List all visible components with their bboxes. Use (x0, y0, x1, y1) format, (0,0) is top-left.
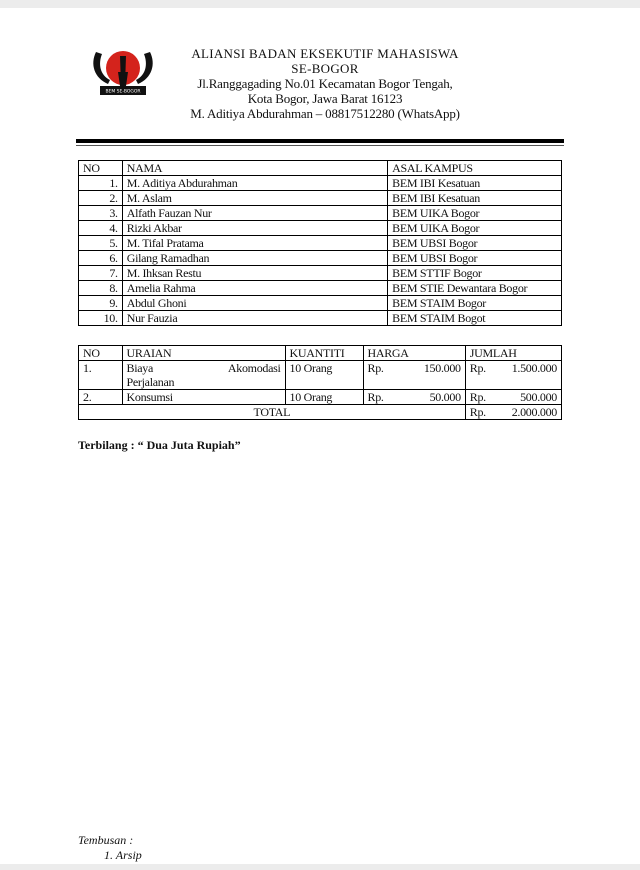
org-name-line1: ALIANSI BADAN EKSEKUTIF MAHASISWA (191, 46, 459, 61)
letterhead-rule-thick (76, 139, 564, 143)
row-nama: Alfath Fauzan Nur (122, 206, 387, 221)
row-no: 8. (79, 281, 123, 296)
col-header-uraian: URAIAN (122, 346, 285, 361)
row-nama: Nur Fauzia (122, 311, 387, 326)
row-no: 4. (79, 221, 123, 236)
row-no: 9. (79, 296, 123, 311)
row-nama: Amelia Rahma (122, 281, 387, 296)
col-header-kampus: ASAL KAMPUS (388, 161, 562, 176)
row-no: 10. (79, 311, 123, 326)
uraian-word: Akomodasi (227, 361, 281, 375)
row-kuantiti: 10 Orang (285, 390, 363, 405)
bem-logo-icon (88, 42, 158, 106)
row-no: 1. (79, 361, 123, 390)
col-header-jumlah: JUMLAH (465, 346, 561, 361)
org-name-line2: SE-BOGOR (291, 61, 359, 76)
members-table (78, 160, 562, 326)
row-no: 3. (79, 206, 123, 221)
address-line2: Kota Bogor, Jawa Barat 16123 (247, 91, 403, 106)
row-nama: M. Aditiya Abdurahman (122, 176, 387, 191)
total-row (79, 405, 562, 420)
table-row (79, 251, 562, 266)
row-no: 2. (79, 390, 123, 405)
currency-label: Rp. (469, 405, 486, 419)
row-kampus: BEM STAIM Bogot (388, 311, 562, 326)
members-header-row (79, 161, 562, 176)
col-header-nama: NAMA (122, 161, 387, 176)
table-row (79, 361, 562, 390)
row-jumlah (465, 390, 561, 405)
row-nama: Gilang Ramadhan (122, 251, 387, 266)
row-kampus: BEM STIE Dewantara Bogor (388, 281, 562, 296)
amount-in-words: Terbilang : “ Dua Juta Rupiah” (78, 438, 241, 452)
jumlah-value: 1.500.000 (511, 361, 557, 375)
row-no: 7. (79, 266, 123, 281)
col-header-kuantiti: KUANTITI (285, 346, 363, 361)
contact-line: M. Aditiya Abdurahman – 08817512280 (WhatsApp) (190, 106, 460, 121)
row-jumlah (465, 361, 561, 390)
row-uraian: Konsumsi (122, 390, 285, 405)
tembusan-title: Tembusan : (78, 833, 134, 847)
row-uraian (122, 361, 285, 390)
harga-value: 150.000 (423, 361, 461, 375)
total-amount (465, 405, 561, 420)
row-kampus: BEM IBI Kesatuan (388, 176, 562, 191)
table-row (79, 266, 562, 281)
address-line1: Jl.Ranggagading No.01 Kecamatan Bogor Tengah, (197, 76, 453, 91)
table-row (79, 236, 562, 251)
table-row (79, 191, 562, 206)
table-row (79, 281, 562, 296)
uraian-word: Perjalanan (126, 375, 175, 389)
currency-label: Rp. (367, 390, 384, 404)
table-row (79, 206, 562, 221)
col-header-harga: HARGA (363, 346, 465, 361)
table-row (79, 296, 562, 311)
row-no: 1. (79, 176, 123, 191)
row-kampus: BEM UIKA Bogor (388, 221, 562, 236)
row-kuantiti: 10 Orang (285, 361, 363, 390)
row-kampus: BEM UBSI Bogor (388, 251, 562, 266)
letterhead (160, 46, 490, 121)
letterhead-rule-thin (76, 145, 564, 146)
col-header-no: NO (79, 161, 123, 176)
row-no: 6. (79, 251, 123, 266)
row-kampus: BEM UBSI Bogor (388, 236, 562, 251)
row-kampus: BEM IBI Kesatuan (388, 191, 562, 206)
row-no: 5. (79, 236, 123, 251)
table-row (79, 311, 562, 326)
logo-banner-text: BEM SE-BOGOR (105, 89, 141, 95)
row-nama: M. Aslam (122, 191, 387, 206)
table-row (79, 221, 562, 236)
total-value: 2.000.000 (511, 405, 557, 419)
col-header-no: NO (79, 346, 123, 361)
jumlah-value: 500.000 (520, 390, 557, 404)
cost-header-row (79, 346, 562, 361)
document-page (0, 8, 640, 864)
viewer-top-bar (0, 0, 640, 8)
harga-value: 50.000 (429, 390, 461, 404)
currency-label: Rp. (469, 361, 486, 375)
viewer-bottom-bar (0, 864, 640, 870)
row-kampus: BEM STAIM Bogor (388, 296, 562, 311)
row-kampus: BEM UIKA Bogor (388, 206, 562, 221)
tembusan-item: 1. Arsip (104, 848, 142, 862)
table-row (79, 176, 562, 191)
total-label: TOTAL (79, 405, 466, 420)
row-no: 2. (79, 191, 123, 206)
row-nama: Rizki Akbar (122, 221, 387, 236)
row-harga (363, 390, 465, 405)
currency-label: Rp. (469, 390, 486, 404)
row-harga (363, 361, 465, 390)
cost-table (78, 345, 562, 420)
tembusan-section (78, 833, 142, 863)
row-nama: Abdul Ghoni (122, 296, 387, 311)
currency-label: Rp. (367, 361, 384, 375)
table-row (79, 390, 562, 405)
row-kampus: BEM STTIF Bogor (388, 266, 562, 281)
uraian-word: Biaya (126, 361, 154, 375)
row-nama: M. Ihksan Restu (122, 266, 387, 281)
row-nama: M. Tifal Pratama (122, 236, 387, 251)
